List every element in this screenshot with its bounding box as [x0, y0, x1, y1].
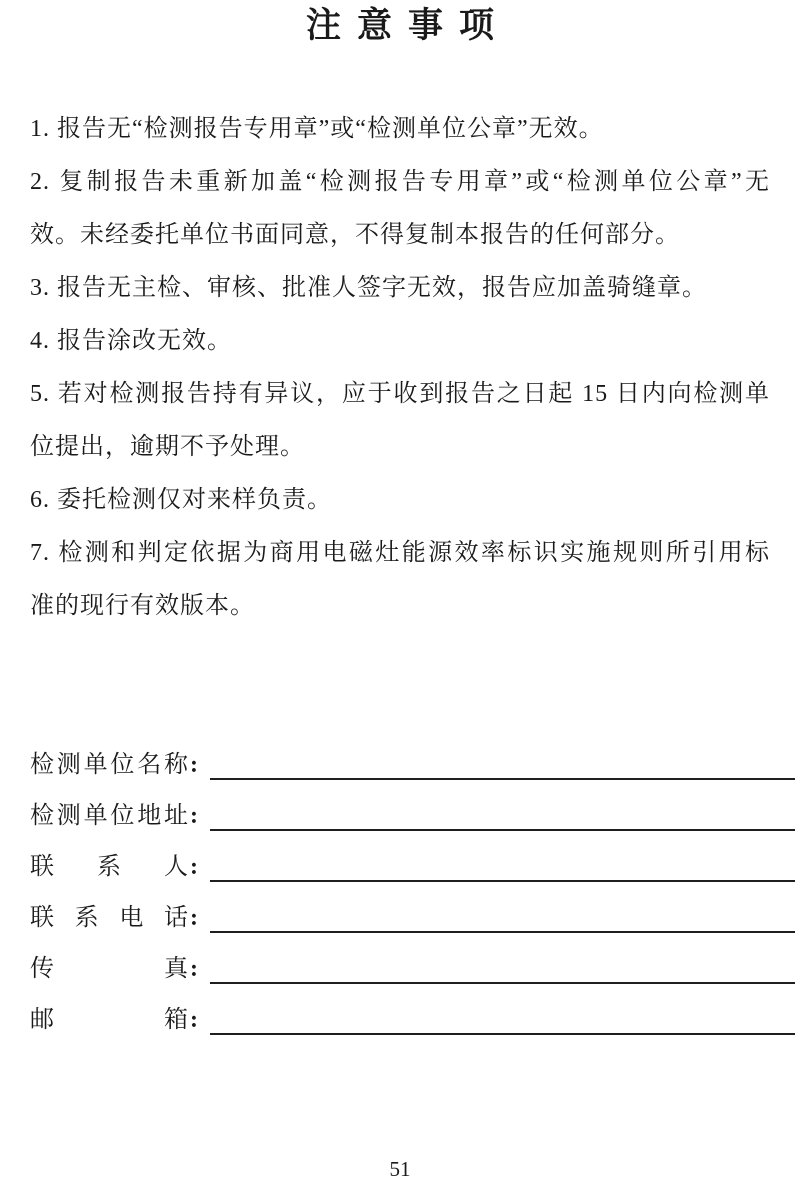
- form-row-email: [30, 984, 795, 1035]
- note-line: 效。未经委托单位书面同意，不得复制本报告的任何部分。: [30, 222, 680, 248]
- fill-in-line: [210, 819, 795, 831]
- form-row-unit-name: [30, 729, 795, 780]
- colon: :: [190, 803, 198, 829]
- fill-in-line: [210, 972, 795, 984]
- fill-in-line: [210, 768, 795, 780]
- note-line: 3. 报告无主检、审核、批准人签字无效，报告应加盖骑缝章。: [30, 275, 707, 301]
- note-item-1: [30, 103, 770, 156]
- form-row-unit-address: [30, 780, 795, 831]
- colon: :: [190, 752, 198, 778]
- note-line: 准的现行有效版本。: [30, 593, 255, 619]
- note-item-7: [30, 527, 770, 633]
- page-number: 51: [389, 1157, 411, 1181]
- form-field-label: 检测单位名称: [30, 752, 188, 778]
- note-line: 位提出，逾期不予处理。: [30, 434, 305, 460]
- fill-in-line: [210, 921, 795, 933]
- colon: :: [190, 905, 198, 931]
- contact-form: [30, 729, 795, 1035]
- colon: :: [190, 1007, 198, 1033]
- colon: :: [190, 854, 198, 880]
- colon: :: [190, 956, 198, 982]
- form-field-label: 联系电话: [30, 905, 188, 931]
- note-line: 4. 报告涂改无效。: [30, 328, 232, 354]
- note-line: 2. 复制报告未重新加盖“检测报告专用章”或“检测单位公章”无: [30, 169, 770, 195]
- fill-in-line: [210, 870, 795, 882]
- form-row-contact-person: [30, 831, 795, 882]
- note-line: 6. 委托检测仅对来样负责。: [30, 487, 332, 513]
- note-line: 7. 检测和判定依据为商用电磁灶能源效率标识实施规则所引用标: [30, 540, 770, 566]
- notes-list: [30, 103, 770, 633]
- note-item-3: [30, 262, 770, 315]
- form-row-contact-phone: [30, 882, 795, 933]
- form-field-label: 传真: [30, 956, 188, 982]
- note-item-6: [30, 474, 770, 527]
- page-title: 注意事项: [305, 6, 510, 45]
- note-item-5: [30, 368, 770, 474]
- form-row-fax: [30, 933, 795, 984]
- note-line: 5. 若对检测报告持有异议，应于收到报告之日起 15 日内向检测单: [30, 381, 770, 407]
- note-item-2: [30, 156, 770, 262]
- form-field-label: 联系人: [30, 854, 188, 880]
- form-field-label: 检测单位地址: [30, 803, 188, 829]
- fill-in-line: [210, 1023, 795, 1035]
- note-item-4: [30, 315, 770, 368]
- note-line: 1. 报告无“检测报告专用章”或“检测单位公章”无效。: [30, 116, 604, 142]
- form-field-label: 邮箱: [30, 1007, 188, 1033]
